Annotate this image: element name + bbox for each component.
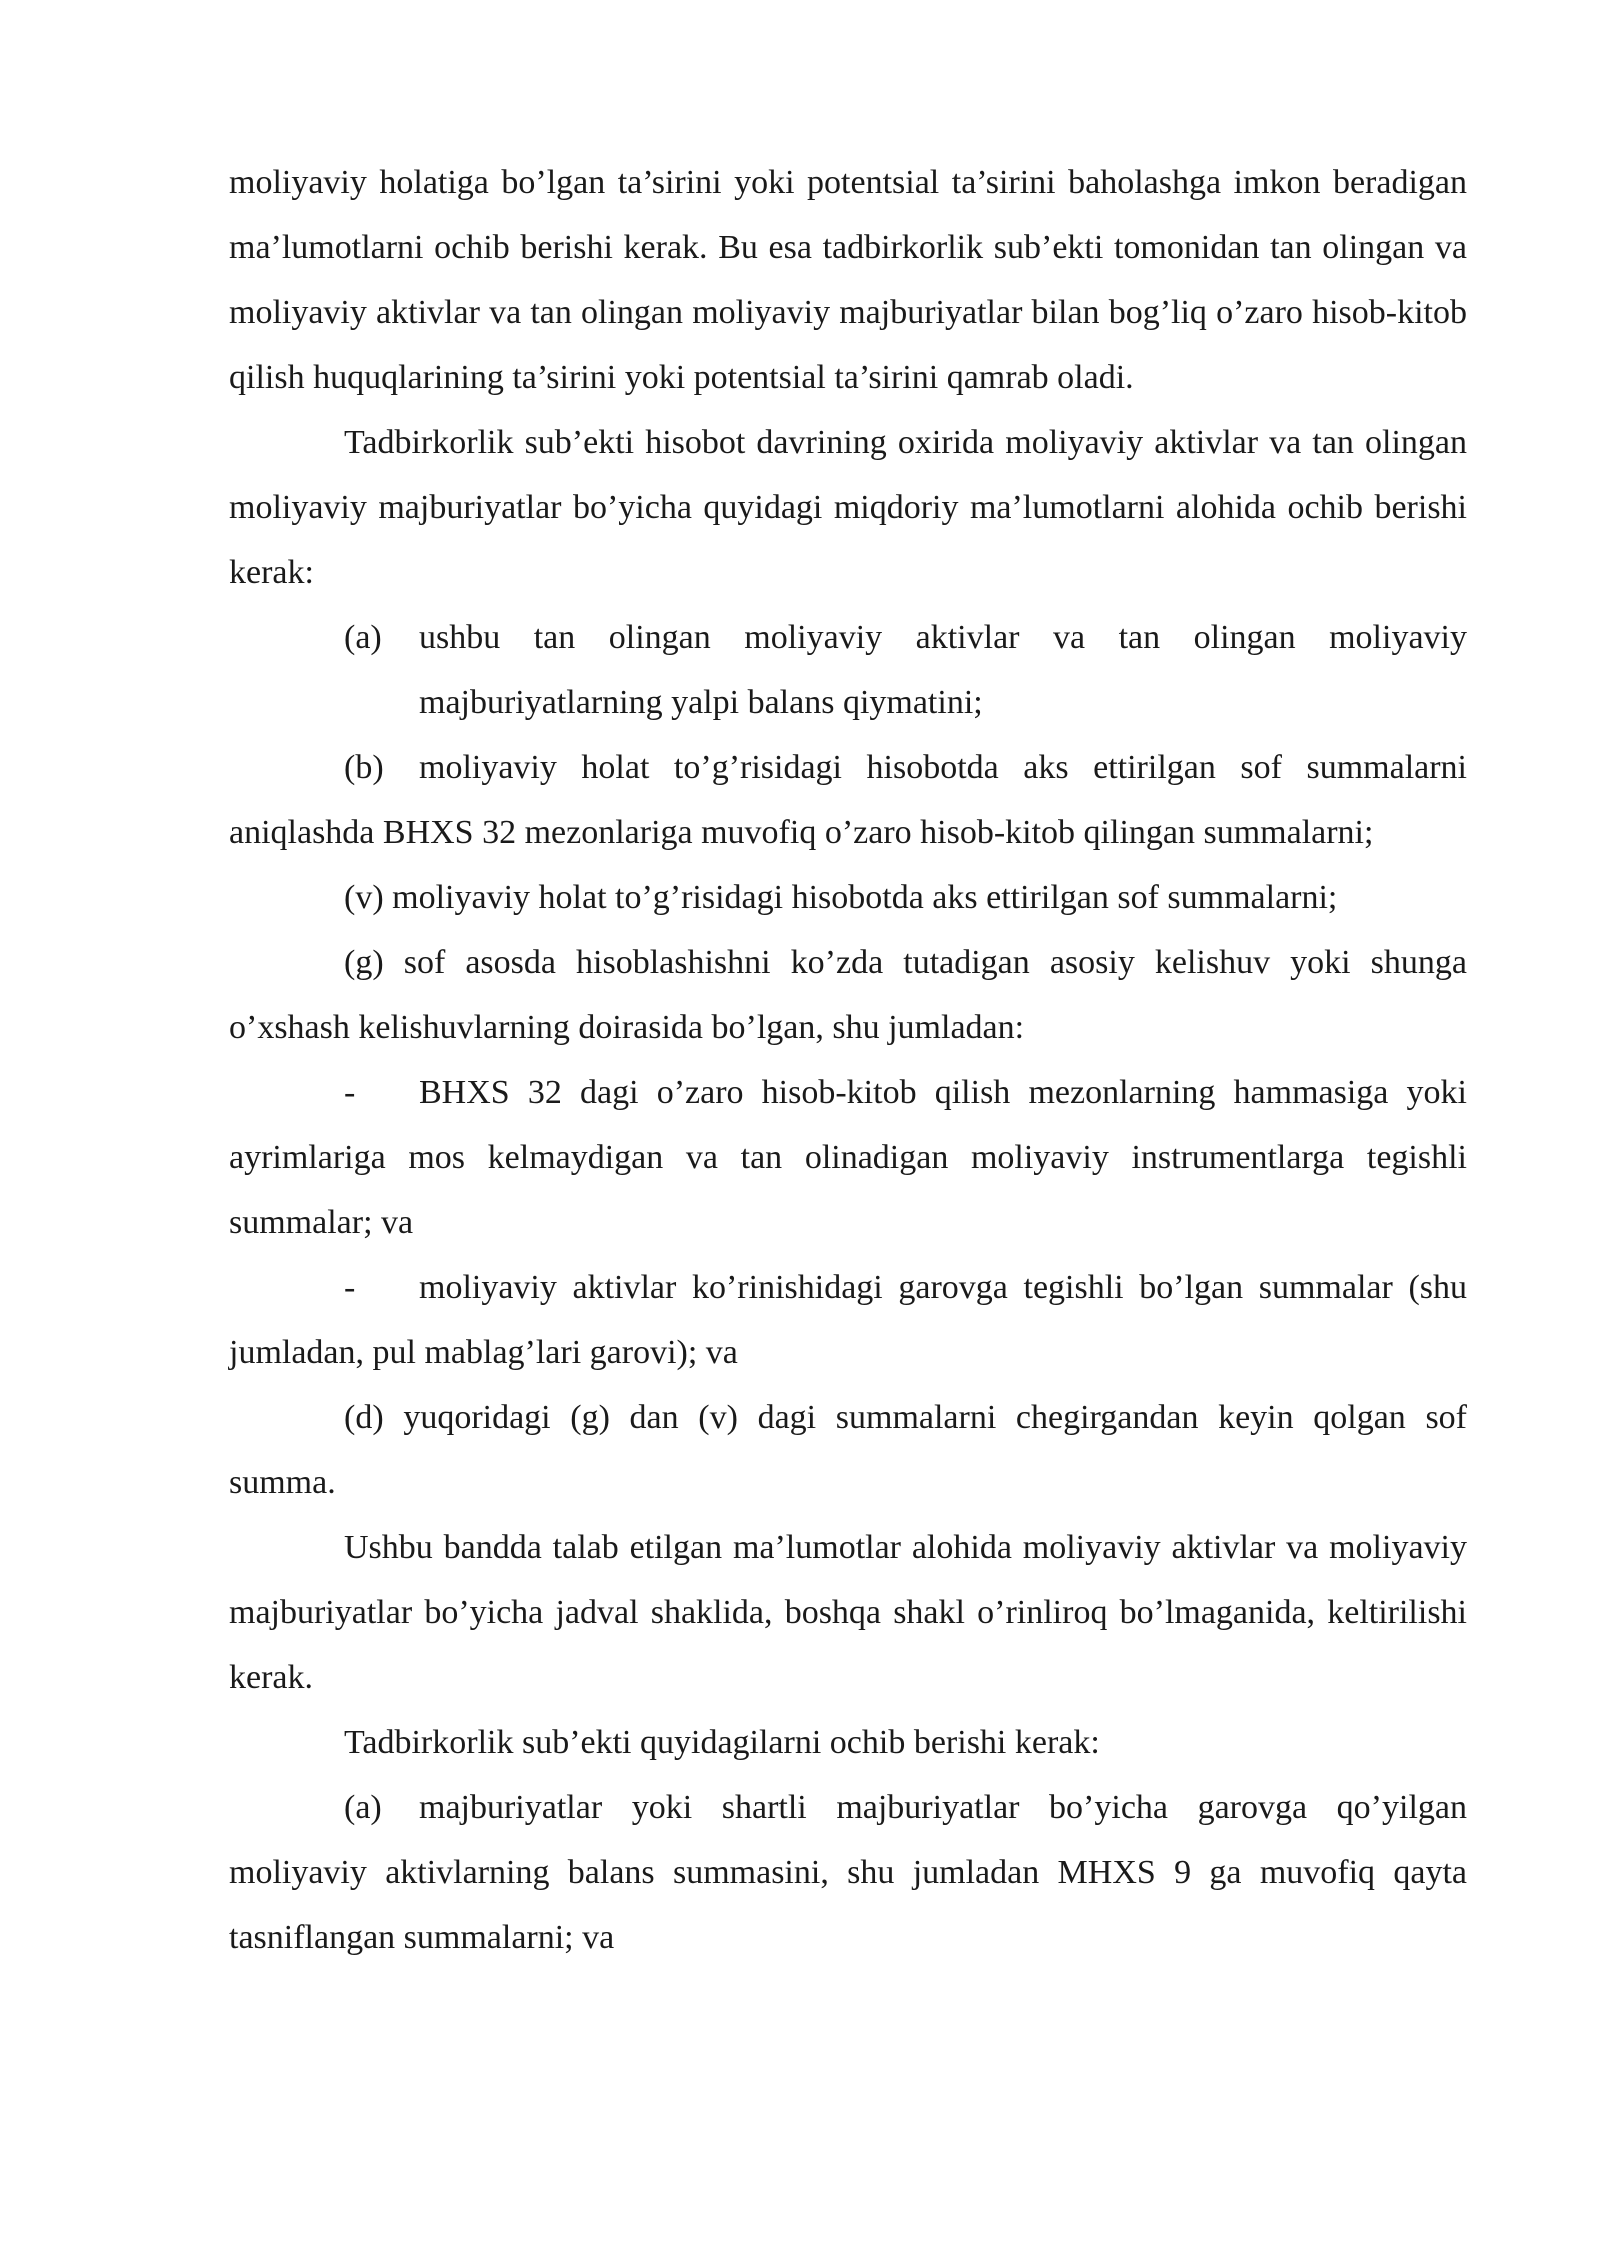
paragraph-continuation: moliyaviy holatiga bo’lgan ta’sirini yoki potentsial ta’sirini baholashga imkon beradigan ma’lumotlarni ochib berishi kerak. Bu esa tadbirkorlik sub’ekti tomonidan tan olingan va moliyaviy aktivlar va tan olingan moliyaviy majburiyatlar bilan bog’liq o’zaro hisob-kitob qilish huquqlarining ta’sirini yoki potentsial ta’sirini qamrab oladi. (229, 164, 1467, 396)
list-marker: (a) (344, 1789, 382, 1826)
document-body (229, 150, 1467, 1970)
list-marker: (d) (344, 1399, 384, 1436)
list-item-text: moliyaviy aktivlar ko’rinishidagi garovga tegishli bo’lgan summalar (shu jumladan, pul mablag’lari garovi); va (229, 1269, 1467, 1371)
paragraph-table-requirement: Ushbu bandda talab etilgan ma’lumotlar alohida moliyaviy aktivlar va moliyaviy majburiyatlar bo’yicha jadval shaklida, boshqa shakl o’rinliroq bo’lmaganida, keltirilishi kerak. (229, 1529, 1467, 1696)
list-item-a (229, 605, 1467, 735)
list-item-a-collateral (229, 1775, 1467, 1970)
list-item-v (229, 865, 1467, 930)
list-item-text: yuqoridagi (g) dan (v) dagi summalarni chegirgandan keyin qolgan sof summa. (229, 1399, 1468, 1501)
list-marker: (v) (344, 879, 384, 916)
list-item-dash-2 (229, 1255, 1467, 1385)
list-item-d (229, 1385, 1467, 1515)
list-item-b (229, 735, 1467, 865)
paragraph-disclosure-intro: Tadbirkorlik sub’ekti quyidagilarni ochib berishi kerak: (344, 1724, 1100, 1761)
list-item-text: moliyaviy holat to’g’risidagi hisobotda aks ettirilgan sof summalarni aniqlashda BHXS 32 mezonlariga muvofiq o’zaro hisob-kitob qilingan summalarni; (229, 749, 1467, 851)
list-marker: (g) (344, 944, 384, 981)
list-marker: (a) (344, 619, 382, 656)
dash-marker: - (344, 1269, 356, 1306)
list-item-g (229, 930, 1467, 1060)
list-item-dash-1 (229, 1060, 1467, 1255)
list-marker: (b) (344, 749, 384, 786)
list-item-text: ushbu tan olingan moliyaviy aktivlar va tan olingan moliyaviy majburiyatlarning yalpi balans qiymatini; (419, 619, 1467, 721)
list-item-text: moliyaviy holat to’g’risidagi hisobotda aks ettirilgan sof summalarni; (392, 879, 1338, 916)
list-item-text: sof asosda hisoblashishni ko’zda tutadigan asosiy kelishuv yoki shunga o’xshash kelishuvlarning doirasida bo’lgan, shu jumladan: (229, 944, 1467, 1046)
list-item-text: BHXS 32 dagi o’zaro hisob-kitob qilish mezonlarning hammasiga yoki ayrimlariga mos kelmaydigan va tan olinadigan moliyaviy instrumentlarga tegishli summalar; va (229, 1074, 1467, 1241)
paragraph-quantitative-disclosure: Tadbirkorlik sub’ekti hisobot davrining oxirida moliyaviy aktivlar va tan olingan moliyaviy majburiyatlar bo’yicha quyidagi miqdoriy ma’lumotlarni alohida ochib berishi kerak: (229, 424, 1467, 591)
dash-marker: - (344, 1074, 356, 1111)
list-item-text: majburiyatlar yoki shartli majburiyatlar bo’yicha garovga qo’yilgan moliyaviy aktivlarning balans summasini, shu jumladan MHXS 9 ga muvofiq qayta tasniflangan summalarni; va (229, 1789, 1467, 1956)
